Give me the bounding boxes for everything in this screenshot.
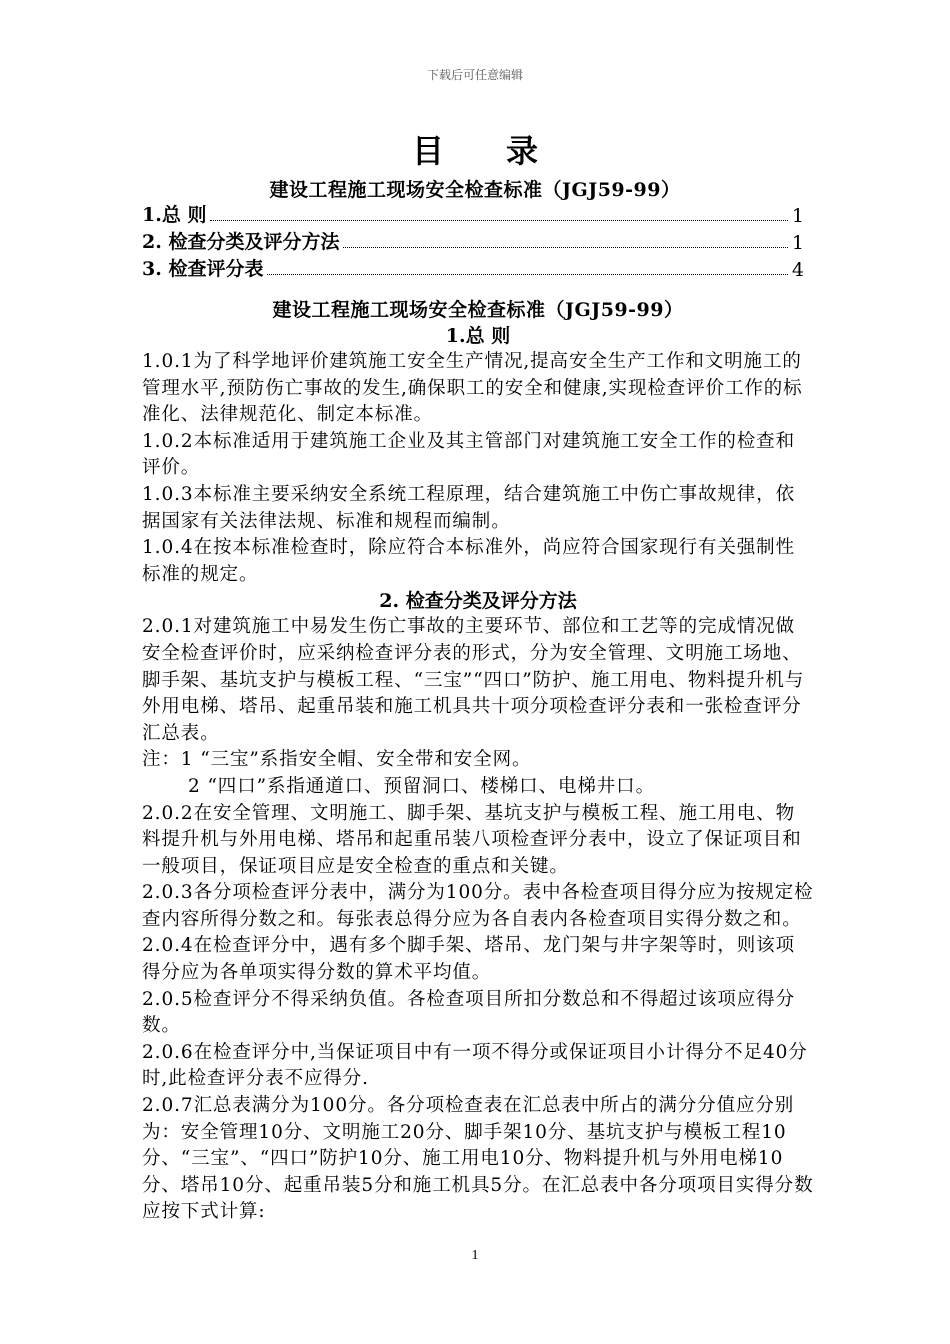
paragraph-2-0-2: 2.0.2在安全管理、文明施工、脚手架、基坑支护与模板工程、施工用电、物料提升机与外用电梯、塔吊和起重吊装八项检查评分表中，设立了保证项目和一般项目，保证项目应是安全检查的重点和关键。 (142, 802, 802, 877)
toc-entry-page: 1 (791, 232, 804, 254)
header-note: 下载后可任意编辑 (426, 68, 523, 82)
section-heading-classification: 2. 检查分类及评分方法 (379, 590, 577, 613)
paragraph-1-0-1: 1.0.1为了科学地评价建筑施工安全生产情况,提高安全生产工作和文明施工的管理水平,预防伤亡事故的发生,确保职工的安全和健康,实现检查评价工作的标准化、法律规范化、制定本标准。 (142, 351, 803, 426)
document-title: 建设工程施工现场安全检查标准（JGJ59-99） (272, 299, 684, 321)
paragraph-1-0-4: 1.0.4在按本标准检查时，除应符合本标准外，尚应符合国家现行有关强制性标准的规定。 (142, 537, 795, 585)
toc-entry-label: 2. 检查分类及评分方法 (142, 231, 340, 253)
toc-entry-label: 3. 检查评分表 (142, 258, 264, 280)
toc-entry-label: 1.总 则 (142, 204, 207, 226)
toc-leader-dots (267, 273, 787, 275)
section-heading-general: 1.总 则 (445, 325, 511, 347)
paragraph-2-0-4: 2.0.4在检查评分中，遇有多个脚手架、塔吊、龙门架与井字架等时，则该项得分应为各单项实得分数的算术平均值。 (142, 935, 795, 984)
paragraph-2-0-1: 2.0.1对建筑施工中易发生伤亡事故的主要环节、部位和工艺等的完成情况做安全检查评价时，应采纳检查评分表的形式，分为安全管理、文明施工场地、脚手架、基坑支护与模板工程、“三宝”“四口”防护、施工用电、物料提升机与外用电梯、塔吊、起重吊装和施工机具共十项分项检查评分表和一张检查评分汇总表。 (142, 616, 805, 744)
toc-leader-dots (343, 246, 787, 248)
paragraph-2-0-6: 2.0.6在检查评分中,当保证项目中有一项不得分或保证项目小计得分不足40分时,此检查评分表不应得分. (142, 1041, 808, 1090)
table-of-contents (142, 200, 804, 281)
toc-entry-page: 4 (791, 259, 804, 281)
paragraph-1-0-2: 1.0.2本标准适用于建筑施工企业及其主管部门对建筑施工安全工作的检查和评价。 (142, 430, 795, 479)
note-four-openings: 2 “四口”系指通道口、预留洞口、楼梯口、电梯井口。 (188, 775, 655, 797)
document-body (142, 297, 814, 1226)
toc-subtitle: 建设工程施工现场安全检查标准（JGJ59-99） (269, 179, 681, 201)
page-number: 1 (471, 1248, 479, 1263)
toc-leader-dots (210, 219, 787, 221)
paragraph-1-0-3: 1.0.3本标准主要采纳安全系统工程原理，结合建筑施工中伤亡事故规律，依据国家有关法律法规、标准和规程而编制。 (142, 483, 795, 532)
toc-entry-page: 1 (791, 205, 804, 227)
paragraph-2-0-7: 2.0.7汇总表满分为100分。各分项检查表在汇总表中所占的满分分值应分别为：安全管理10分、文明施工20分、脚手架10分、基坑支护与模板工程10分、“三宝”、“四口”防护10分、施工用电10分、物料提升机与外用电梯10分、塔吊10分、起重吊装5分和施工机具5分。在汇总表中各分项项目实得分数应按下式计算: (142, 1095, 814, 1223)
toc-entry-classification[interactable] (142, 227, 804, 254)
paragraph-2-0-3: 2.0.3各分项检查评分表中，满分为100分。表中各检查项目得分应为按规定检查内容所得分数之和。每张表总得分应为各自表内各检查项目实得分数之和。 (142, 882, 814, 930)
toc-entry-general[interactable] (142, 200, 804, 227)
toc-title: 目录 (411, 132, 600, 170)
note-three-treasures: 注：1 “三宝”系指安全帽、安全带和安全网。 (142, 749, 532, 771)
toc-entry-score-tables[interactable] (142, 254, 804, 281)
paragraph-2-0-5: 2.0.5检查评分不得采纳负值。各检查项目所扣分数总和不得超过该项应得分数。 (142, 988, 795, 1037)
